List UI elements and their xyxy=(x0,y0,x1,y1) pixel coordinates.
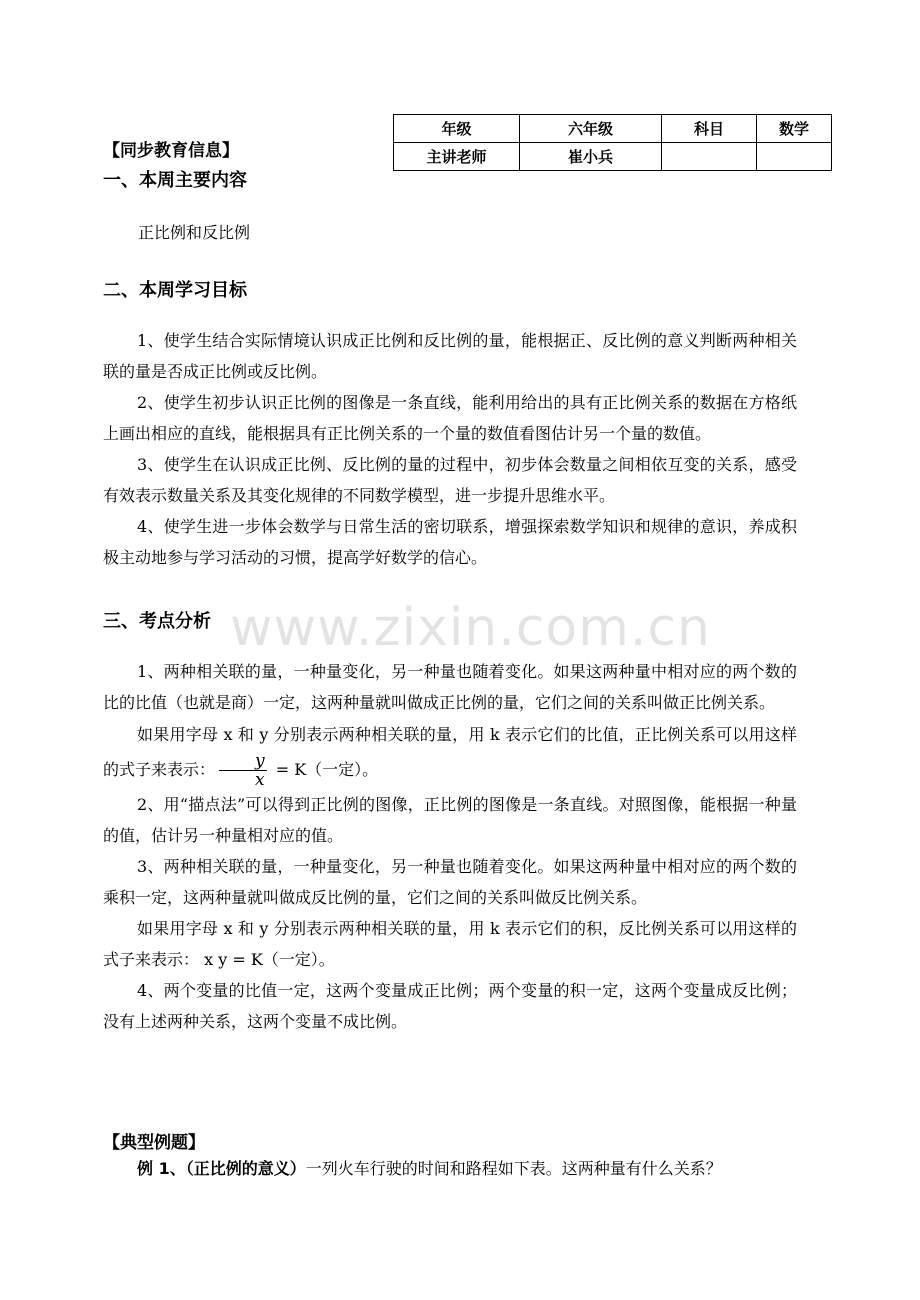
teacher-value: 崔小兵 xyxy=(520,143,662,171)
goal-item: 2、使学生初步认识正比例的图像是一条直线，能利用给出的具有正比例关系的数据在方格纸上画出相应的直线，能根据具有正比例关系的一个量的数值看图估计另一个量的数值。 xyxy=(103,393,797,443)
sync-info-heading: 【同步教育信息】 xyxy=(103,141,239,161)
section2-list xyxy=(103,325,797,573)
formula-intro: 如果用字母 x 和 y 分别表示两种相关联的量，用 k 表示它们的比值，正比例关系可以用这样的式子来表示： xyxy=(103,725,797,779)
section3-heading: 三、考点分析 xyxy=(103,611,211,632)
analysis-paragraph: 如果用字母 x 和 y 分别表示两种相关联的量，用 k 表示它们的积，反比例关系可以用这样的式子来表示： x y = K（一定）。 xyxy=(103,919,797,969)
example-1-text: 一列火车行驶的时间和路程如下表。这两种量有什么关系？ xyxy=(305,1159,722,1178)
ratio-fraction xyxy=(219,752,267,789)
fraction-denominator: x xyxy=(255,770,265,790)
fraction-numerator: y xyxy=(219,752,267,771)
watermark: www.zixin.com.cn xyxy=(230,598,711,658)
grade-label: 年级 xyxy=(394,115,520,143)
grade-value: 六年级 xyxy=(520,115,662,143)
empty-cell xyxy=(662,143,757,171)
analysis-paragraph xyxy=(103,718,797,789)
section2-heading: 二、本周学习目标 xyxy=(103,280,247,301)
example-1-prefix: 例 1、（正比例的意义） xyxy=(137,1159,306,1178)
analysis-paragraph: 4、两个变量的比值一定，这两个变量成正比例；两个变量的积一定，这两个变量成反比例；没有上述两种关系，这两个变量不成比例。 xyxy=(103,981,797,1031)
subject-label: 科目 xyxy=(662,115,757,143)
analysis-paragraph: 1、两种相关联的量，一种量变化，另一种量也随着变化。如果这两种量中相对应的两个数的比的比值（也就是商）一定，这两种量就叫做成正比例的量，它们之间的关系叫做正比例关系。 xyxy=(103,662,797,712)
section1-content: 正比例和反比例 xyxy=(138,223,251,242)
goal-item: 4、使学生进一步体会数学与日常生活的密切联系，增强探索数学知识和规律的意识，养成积极主动地参与学习活动的习惯，提高学好数学的信心。 xyxy=(103,517,797,567)
example-1 xyxy=(137,1156,817,1179)
section1-heading: 一、本周主要内容 xyxy=(103,170,247,191)
section3-body xyxy=(103,656,797,1037)
subject-value: 数学 xyxy=(757,115,832,143)
empty-cell xyxy=(757,143,832,171)
analysis-paragraph: 2、用“描点法”可以得到正比例的图像，正比例的图像是一条直线。对照图像，能根据一种量的值，估计另一种量相对应的值。 xyxy=(103,795,797,845)
examples-heading: 【典型例题】 xyxy=(103,1133,205,1153)
goal-item: 1、使学生结合实际情境认识成正比例和反比例的量，能根据正、反比例的意义判断两种相关联的量是否成正比例或反比例。 xyxy=(103,331,797,381)
teacher-label: 主讲老师 xyxy=(394,143,520,171)
analysis-paragraph: 3、两种相关联的量，一种量变化，另一种量也随着变化。如果这两种量中相对应的两个数的乘积一定，这两种量就叫做成反比例的量，它们之间的关系叫做反比例关系。 xyxy=(103,857,797,907)
goal-item: 3、使学生在认识成正比例、反比例的量的过程中，初步体会数量之间相依互变的关系，感受有效表示数量关系及其变化规律的不同数学模型，进一步提升思维水平。 xyxy=(103,455,797,505)
info-table xyxy=(393,114,832,171)
formula-result: = K（一定）。 xyxy=(270,760,379,779)
